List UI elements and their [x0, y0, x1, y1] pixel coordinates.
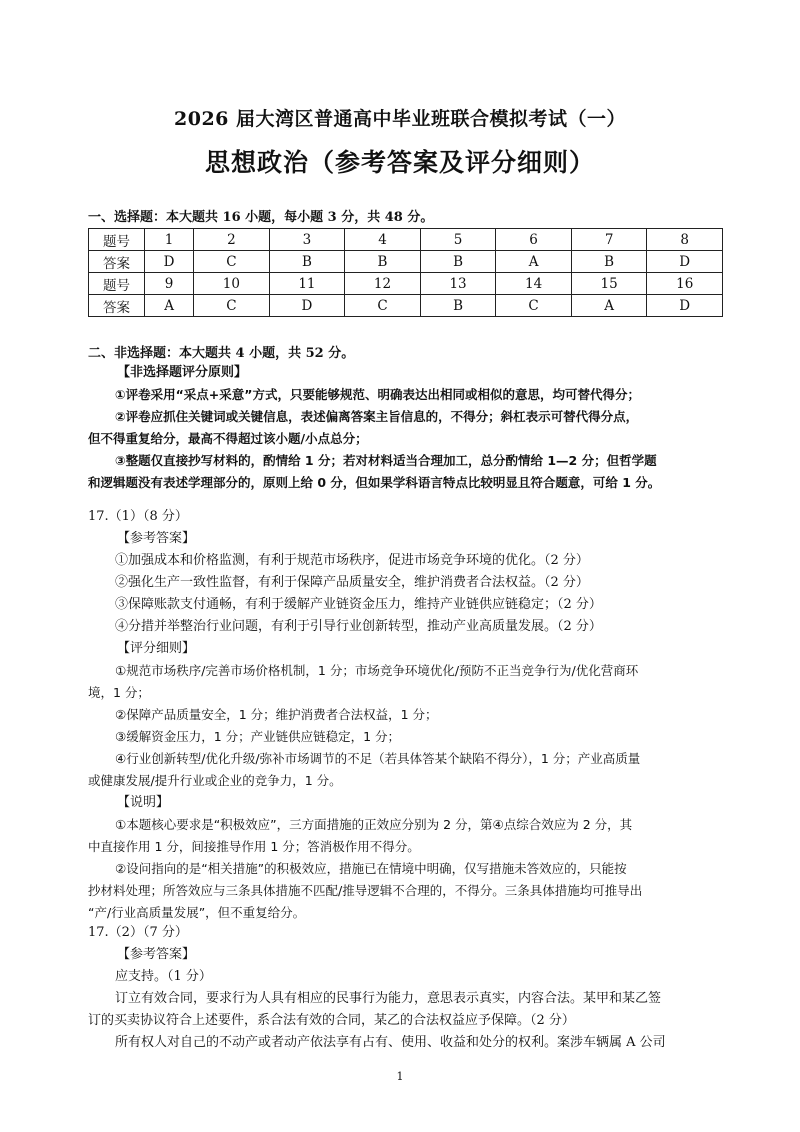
table-cell: 10	[194, 273, 270, 295]
note-title: 【说明】	[117, 795, 170, 810]
page-number: 1	[396, 1070, 404, 1083]
table-cell: 题号	[89, 273, 145, 295]
table-cell: A	[571, 295, 647, 317]
q17-2-heading: 17.（2）（7 分）	[88, 925, 188, 940]
table-cell: B	[571, 251, 647, 273]
section2-heading: 二、非选择题：本大题共 4 小题，共 52 分。	[88, 346, 355, 361]
table-row	[89, 295, 723, 317]
table-cell: C	[194, 295, 270, 317]
table-cell: C	[345, 295, 421, 317]
rubric-point-cont: 或健康发展/提升行业或企业的竞争力，1 分。	[88, 773, 342, 788]
question-17-1	[88, 506, 728, 924]
exam-subtitle: 思想政治（参考答案及评分细则）	[204, 148, 595, 177]
principle-3-cont: 和逻辑题没有表述学理部分的，原则上给 0 分，但如果学科语言特点比较明显且符合题意，可给 1 分。	[88, 475, 661, 490]
table-cell: D	[269, 295, 345, 317]
table-cell: 8	[647, 229, 723, 251]
table-cell: 4	[345, 229, 421, 251]
table-cell: C	[496, 295, 572, 317]
principle-2-cont: 但不得重复给分，最高不得超过该小题/小点总分；	[88, 431, 368, 446]
table-cell: 9	[145, 273, 194, 295]
note-point-cont: “产/行业高质量发展”，但不重复给分。	[88, 905, 306, 920]
principle-1: ①评卷采用“采点+采意”方式，只要能够规范、明确表达出相同或相似的意思，均可替代得分；	[115, 387, 640, 402]
table-cell: D	[647, 295, 723, 317]
table-cell: C	[194, 251, 270, 273]
answer-point: ③保障账款支付通畅，有利于缓解产业链资金压力，维持产业链供应链稳定；（2 分）	[115, 597, 602, 612]
answer-line: 所有权人对自己的不动产或者动产依法享有占有、使用、收益和处分的权利。案涉车辆属 A 公司	[115, 1035, 666, 1050]
note-point-cont: 中直接作用 1 分，间接推导作用 1 分；答消极作用不得分。	[88, 839, 420, 854]
table-cell: 16	[647, 273, 723, 295]
table-cell: A	[496, 251, 572, 273]
grading-principles	[88, 362, 728, 494]
table-cell: 1	[145, 229, 194, 251]
section1-heading: 一、选择题：本大题共 16 小题，每小题 3 分，共 48 分。	[88, 210, 434, 225]
table-row	[89, 251, 723, 273]
rubric-title: 【评分细则】	[117, 641, 196, 656]
rubric-point: ②保障产品质量安全，1 分；维护消费者合法权益，1 分；	[115, 707, 438, 722]
table-cell: 题号	[89, 229, 145, 251]
reference-answer-title: 【参考答案】	[117, 947, 196, 962]
q17-1-heading: 17.（1）（8 分）	[88, 509, 188, 524]
table-cell: 15	[571, 273, 647, 295]
answer-line: 应支持。（1 分）	[115, 969, 212, 984]
rubric-point-cont: 境，1 分；	[88, 685, 150, 700]
answer-line-cont: 订的买卖协议符合上述要件，系合法有效的合同，某乙的合法权益应予保障。（2 分）	[88, 1013, 575, 1028]
table-cell: A	[145, 295, 194, 317]
table-cell: 答案	[89, 251, 145, 273]
rubric-point: ④行业创新转型/优化升级/弥补市场调节的不足（若具体答某个缺陷不得分），1 分；产业高质量	[115, 751, 641, 766]
table-cell: 12	[345, 273, 421, 295]
table-cell: 6	[496, 229, 572, 251]
table-row	[89, 229, 723, 251]
principle-3: ③整题仅直接抄写材料的，酌情给 1 分；若对材料适当合理加工，总分酌情给 1—2 分；但哲学题	[115, 453, 657, 468]
table-cell: D	[647, 251, 723, 273]
rubric-point: ③缓解资金压力，1 分；产业链供应链稳定，1 分；	[115, 729, 401, 744]
table-cell: B	[345, 251, 421, 273]
table-cell: 7	[571, 229, 647, 251]
table-cell: B	[420, 251, 496, 273]
table-cell: 13	[420, 273, 496, 295]
table-cell: D	[145, 251, 194, 273]
table-cell: 5	[420, 229, 496, 251]
note-point: ①本题核心要求是“积极效应”，三方面措施的正效应分别为 2 分，第④点综合效应为 2 分，其	[115, 817, 633, 832]
principle-2: ②评卷应抓住关键词或关键信息，表述偏离答案主旨信息的，不得分；斜杠表示可替代得分点，	[115, 409, 639, 424]
table-row	[89, 273, 723, 295]
answer-point: ②强化生产一致性监督，有利于保障产品质量安全，维护消费者合法权益。（2 分）	[115, 575, 589, 590]
answer-point: ④分措并举整治行业问题，有利于引导行业创新转型，推动产业高质量发展。（2 分）	[115, 619, 602, 634]
note-point: ②设问指向的是“相关措施”的积极效应，措施已在情境中明确，仅写措施未答效应的，只能按	[115, 861, 627, 876]
rubric-point: ①规范市场秩序/完善市场价格机制，1 分；市场竞争环境优化/预防不正当竞争行为/优化营商环	[115, 663, 639, 678]
answer-table	[88, 228, 723, 317]
note-point-cont: 抄材料处理；所答效应与三条具体措施不匹配/推导逻辑不合理的，不得分。三条具体措施均可推导出	[88, 883, 643, 898]
exam-title: 2026 届大湾区普通高中毕业班联合模拟考试（一）	[174, 108, 626, 130]
table-cell: 3	[269, 229, 345, 251]
answer-line: 订立有效合同，要求行为人具有相应的民事行为能力，意思表示真实，内容合法。某甲和某乙签	[115, 991, 662, 1006]
reference-answer-title: 【参考答案】	[117, 531, 196, 546]
table-cell: 答案	[89, 295, 145, 317]
table-cell: B	[420, 295, 496, 317]
table-cell: 11	[269, 273, 345, 295]
principles-title: 【非选择题评分原则】	[117, 365, 248, 380]
table-cell: B	[269, 251, 345, 273]
question-17-2	[88, 922, 728, 1054]
table-cell: 2	[194, 229, 270, 251]
answer-point: ①加强成本和价格监测，有利于规范市场秩序，促进市场竞争环境的优化。（2 分）	[115, 553, 589, 568]
table-cell: 14	[496, 273, 572, 295]
